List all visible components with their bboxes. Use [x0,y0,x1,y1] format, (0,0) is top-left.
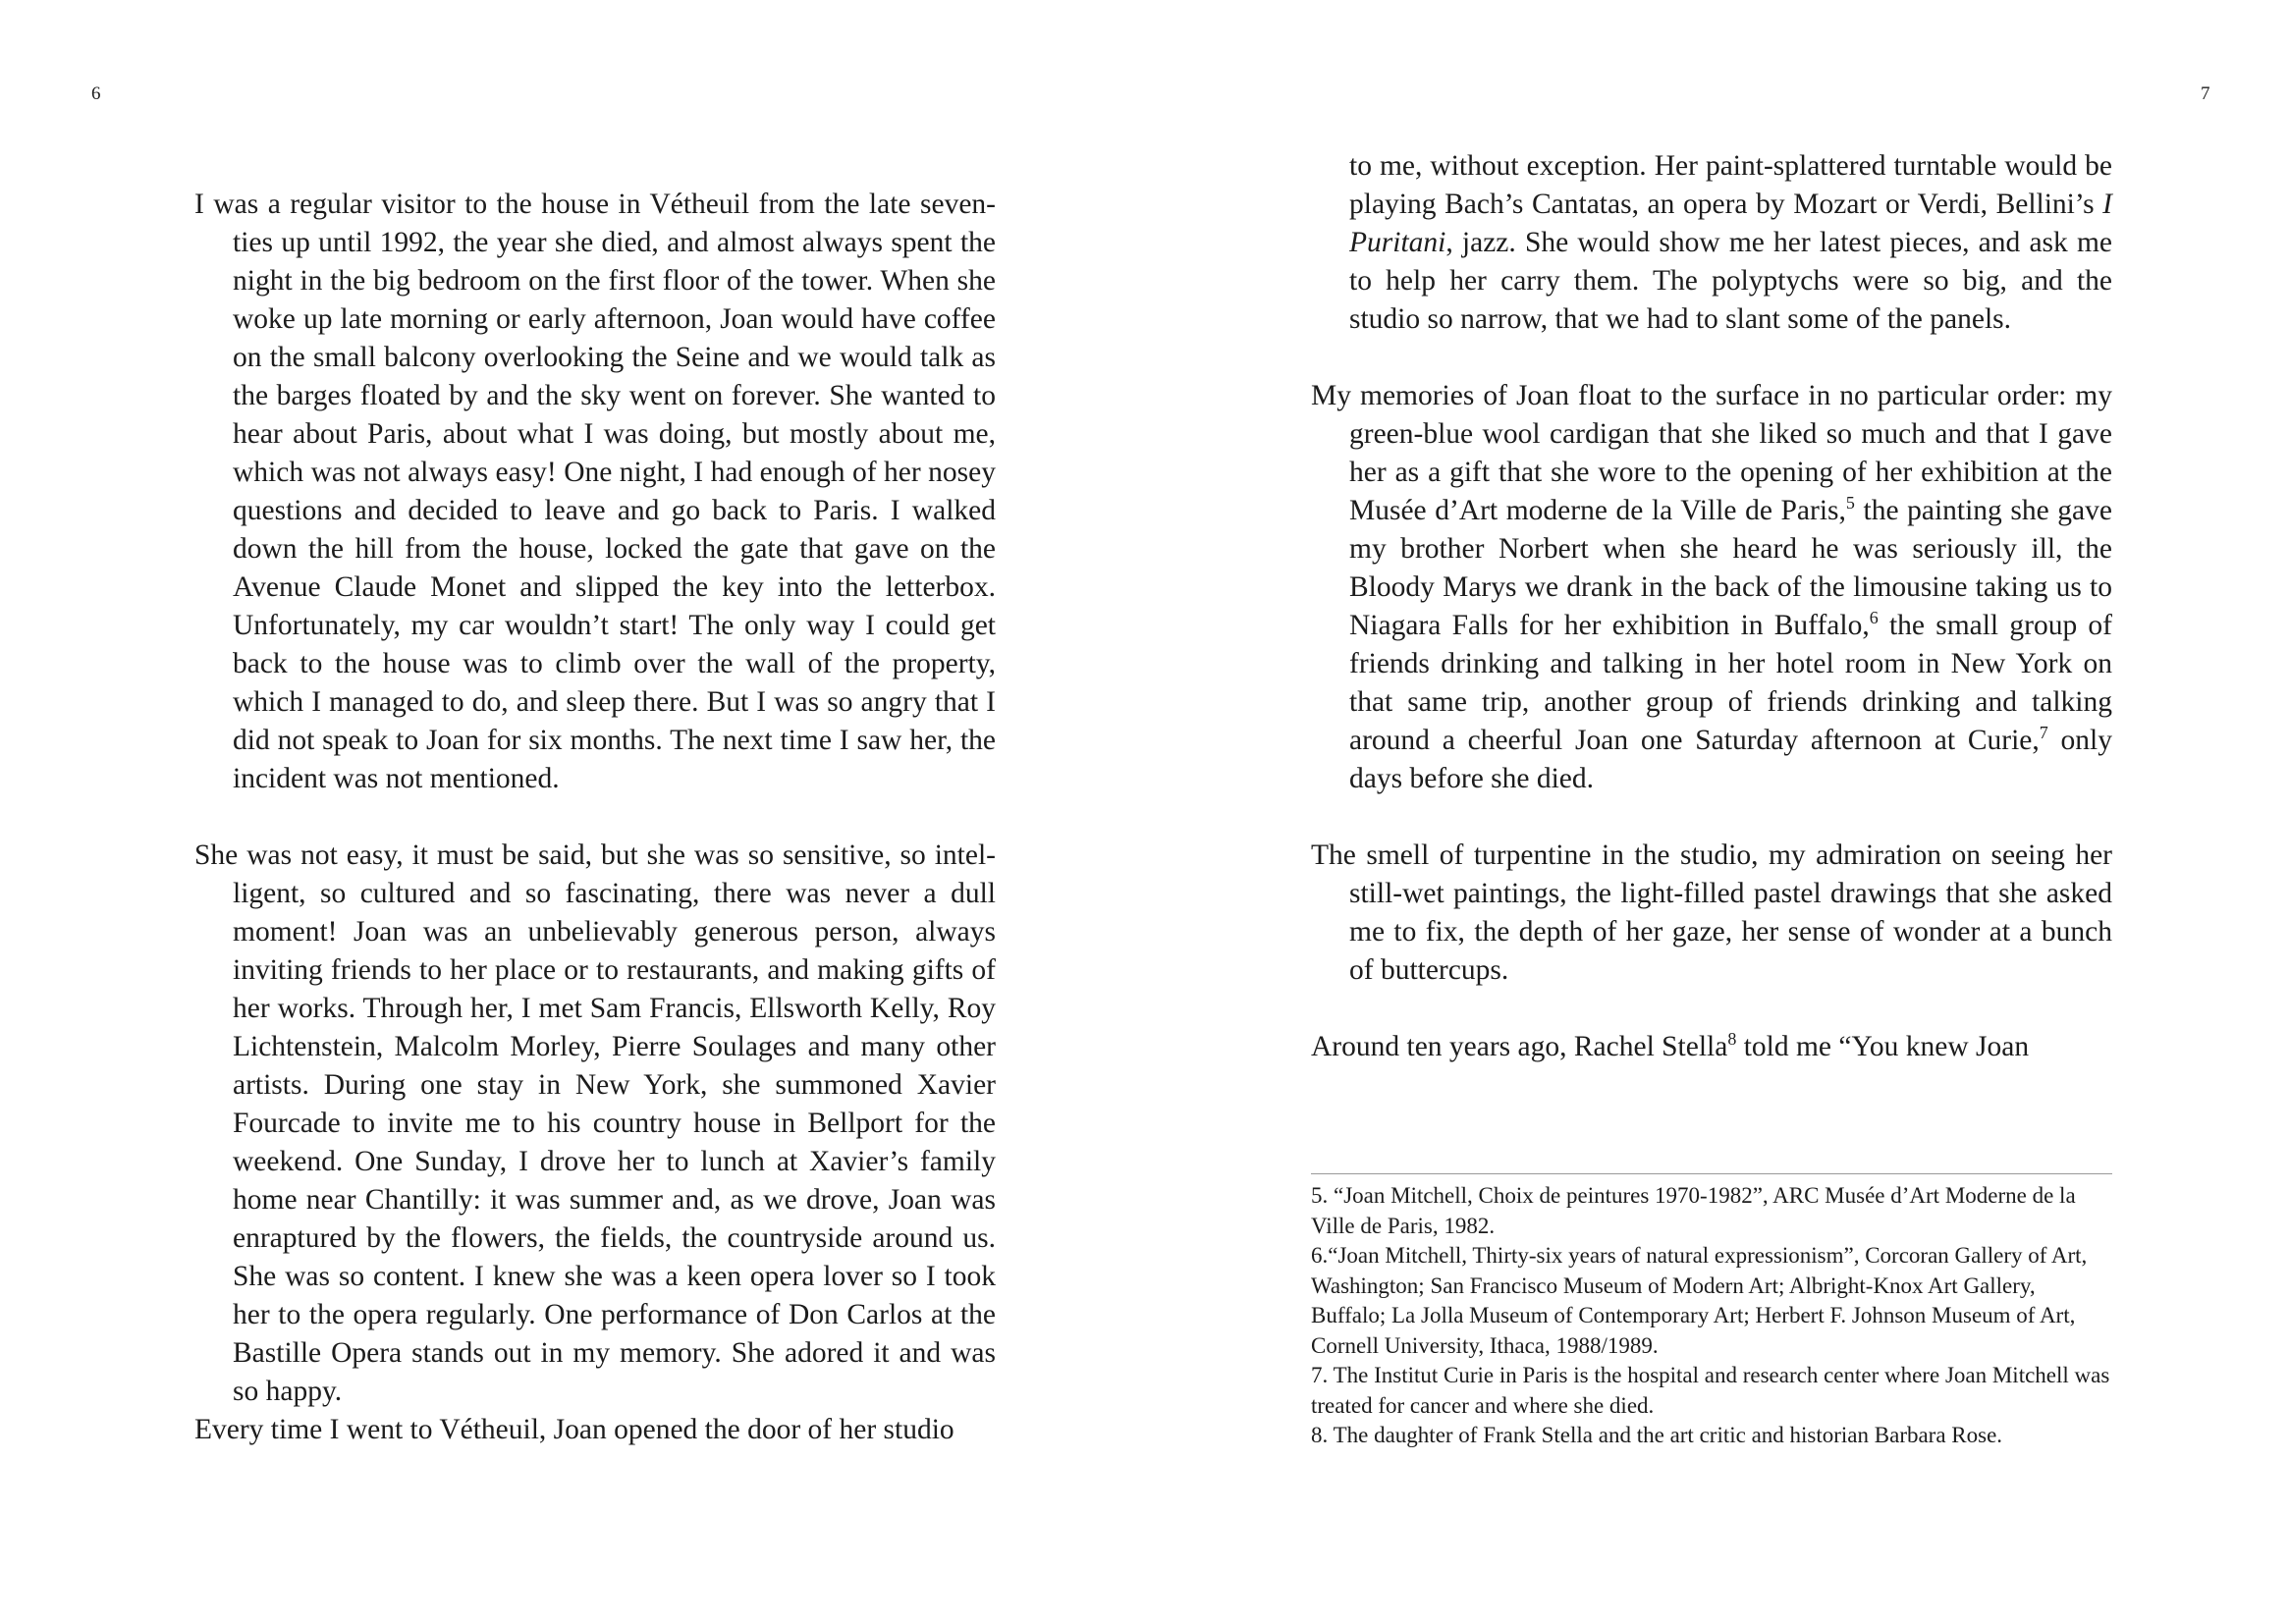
memories-text-4: only days before she died. [1349,725,2112,794]
paragraph-studio-continuation [1311,147,2112,339]
continuation-text-2: , jazz. She would show me her latest pieces, and ask me to help her carry them. The polyptychs were so big, and the studio so narrow, that we had to slant some of the panels. [1349,227,2112,335]
rachel-text-1: Around ten years ago, Rachel Stella [1311,1031,1728,1062]
opera-title: I Puritani [1349,189,2112,258]
footnote-ref-7: 7 [2039,723,2048,743]
footnote-7: 7. The Institut Curie in Paris is the hospital and research center where Joan Mitchell was treated for cancer and where she died. [1311,1363,2110,1418]
continuation-text-1: to me, without exception. Her paint-splattered turntable would be playing Bach’s Cantatas, an opera by Mozart or Verdi, Bellini’s [1349,150,2112,220]
footnote-5: 5. “Joan Mitchell, Choix de peintures 1970-1982”, ARC Musée d’Art Moderne de la Ville de Paris, 1982. [1311,1183,2076,1238]
footnote-8: 8. The daughter of Frank Stella and the art critic and historian Barbara Rose. [1311,1423,2003,1447]
footnote-ref-8: 8 [1727,1029,1737,1050]
paragraph-rachel-stella [1311,1028,2112,1066]
footnote-divider [1311,1173,2112,1174]
paragraph-turpentine: The smell of turpentine in the studio, my admiration on seeing her still-wet paintings, the light-filled pastel drawings that she asked me to fix, the depth of her gaze, her sense of wonder at a bunch of buttercups. [1311,839,2112,986]
paragraph-memories [1311,377,2112,798]
footnote-ref-6: 6 [1869,608,1879,628]
page-number-left: 6 [91,83,101,104]
paragraph-vetheuil-visits: I was a regular visitor to the house in Vétheuil from the late seventies up until 1992, the year she died, and almost always spent the night in the big bedroom on the first floor of the tower. When she woke up late morning or early afternoon, Joan would have coffee on the small balcony overlooking the Seine and we would talk as the barges floated by and the sky went on forever. She wanted to hear about Paris, about what I was doing, but mostly about me, which was not always easy! One night, I had enough of her nosey questions and decided to leave and go back to Paris. I walked down the hill from the house, locked the gate that gave on the Avenue Claude Monet and slipped the key into the letterbox. Unfortunately, my car wouldn’t start! The only way I could get back to the house was to climb over the wall of the property, which I managed to do, and sleep there. But I was so angry that I did not speak to Joan for six months. The next time I saw her, the incident was not mentioned. [194,189,996,794]
rachel-text-2: told me “You knew Joan [1736,1031,2030,1062]
paragraph-studio-door: Every time I went to Vétheuil, Joan opened the door of her studio [194,1414,954,1445]
footnote-6: 6.“Joan Mitchell, Thirty-six years of natural expressionism”, Corcoran Gallery of Art, Washington; San Francisco Museum of Modern Art; Albright-Knox Art Gallery, Buffalo; La Jolla Museum of Contemporary Art; Herbert F. Johnson Museum of Art, Cornell University, Ithaca, 1988/1989. [1311,1243,2088,1358]
page-number-right: 7 [2201,83,2210,104]
footnotes [1311,1181,2112,1451]
right-page-body [1311,147,2112,1066]
memories-text-2: the painting she gave my brother Norbert when she heard he was seriously ill, the Bloody Marys we drank in the back of the limousine taking us to Niagara Falls for her exhibition in Buffalo, [1349,495,2112,641]
left-page-body [194,186,996,1449]
footnote-ref-5: 5 [1845,493,1855,514]
paragraph-not-easy: She was not easy, it must be said, but she was so sensitive, so intelligent, so cultured and so fascinating, there was never a dull moment! Joan was an unbelievably generous person, always inviting friends to her place or to restaurants, and making gifts of her works. Through her, I met Sam Francis, Ellsworth Kelly, Roy Lichtenstein, Malcolm Morley, Pierre Soulages and many other artists. During one stay in New York, she summoned Xavier Fourcade to invite me to his country house in Bellport for the weekend. One Sunday, I drove her to lunch at Xavier’s family home near Chantilly: it was summer and, as we drove, Joan was enraptured by the flowers, the fields, the countryside around us. She was so content. I knew she was a keen opera lover so I took her to the opera regularly. One performance of Don Carlos at the Bastille Opera stands out in my memory. She adored it and was so happy. [194,839,996,1407]
memories-text-1: My memories of Joan float to the surface in no particular order: my green-blue wool cardigan that she liked so much and that I gave her as a gift that she wore to the opening of her exhibition at the Musée d’Art moderne de la Ville de Paris, [1311,380,2112,526]
memories-text-3: the small group of friends drinking and talking in her hotel room in New York on that same trip, another group of friends drinking and talking around a cheerful Joan one Saturday afternoon at Curie, [1349,610,2112,756]
